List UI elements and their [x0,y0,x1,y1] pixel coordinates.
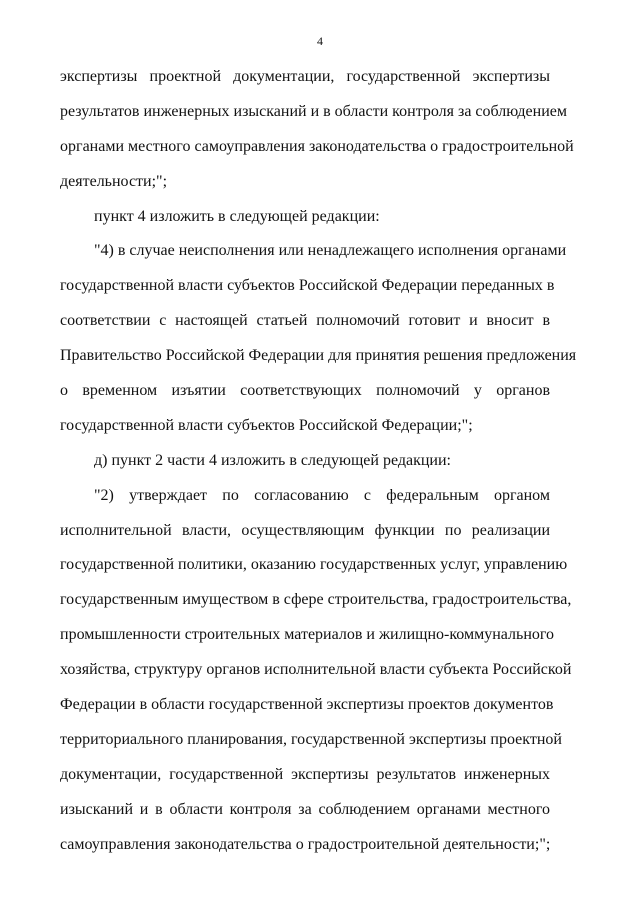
text-line: территориального планирования, государственной экспертизы проектной [60,730,562,748]
text-line: органами местного самоуправления законодательства о градостроительной [60,137,574,155]
text-line: д) пункт 2 части 4 изложить в следующей редакции: [94,451,451,469]
text-line: хозяйства, структуру органов исполнительной власти субъекта Российской [60,661,572,679]
text-line: государственной политики, оказанию государственных услуг, управлению [60,556,568,574]
text-line: государственной власти субъектов Российской Федерации;"; [60,416,473,434]
text-line: документации, государственной экспертизы результатов инженерных [60,765,550,783]
page-number: 4 [317,34,323,48]
text-line: Федерации в области государственной экспертизы проектов документов [60,696,554,714]
text-line: исполнительной власти, осуществляющим функции по реализации [60,521,550,539]
text-line: государственным имуществом в сфере строительства, градостроительства, [60,591,572,609]
text-line: промышленности строительных материалов и жилищно-коммунального [60,626,555,644]
text-line: о временном изъятии соответствующих полномочий у органов [60,382,550,400]
text-line: "4) в случае неисполнения или ненадлежащего исполнения органами [94,242,567,260]
text-line: государственной власти субъектов Российской Федерации переданных в [60,277,555,295]
text-line: Правительство Российской Федерации для принятия решения предложения [60,347,577,365]
text-line: результатов инженерных изысканий и в области контроля за соблюдением [60,102,567,120]
text-line: изысканий и в области контроля за соблюдением органами местного [60,800,550,818]
text-line: пункт 4 изложить в следующей редакции: [94,207,380,225]
text-line: экспертизы проектной документации, государственной экспертизы [60,68,550,85]
text-line: "2) утверждает по согласованию с федеральным органом [94,486,550,504]
text-line: соответствии с настоящей статьей полномочий готовит и вносит в [60,312,550,330]
text-line: деятельности;"; [60,172,168,190]
text-line: самоуправления законодательства о градостроительной деятельности;"; [60,835,551,853]
document-body [60,66,577,868]
